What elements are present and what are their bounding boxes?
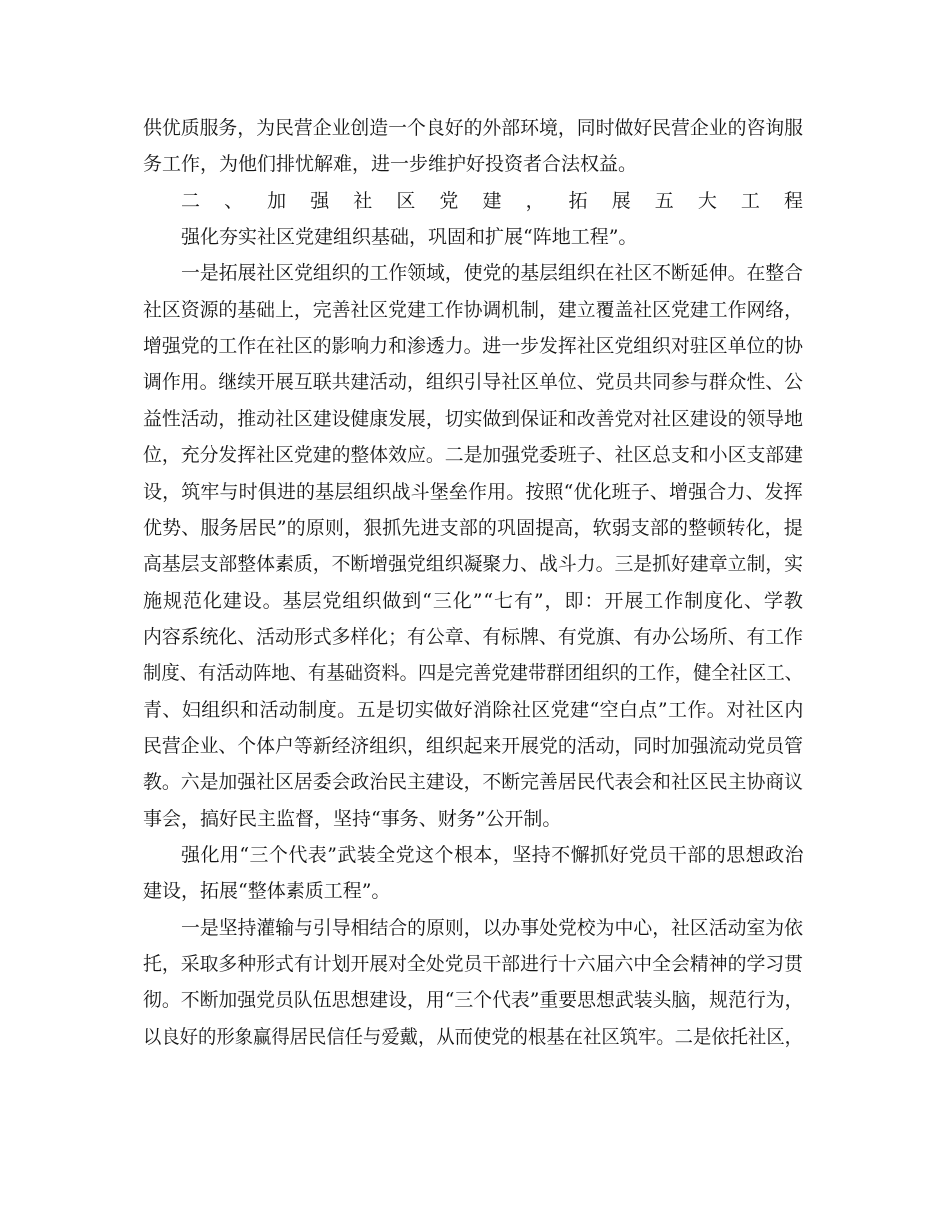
paragraph-first-line: 一是坚持灌输与引导相结合的原则，以办事处党校为中心，社区活动室为依 — [181, 916, 803, 939]
text-line: 建设，拓展“整体素质工程”。 — [143, 880, 391, 903]
text-line: 制度、有活动阵地、有基础资料。四是完善党建带群团组织的工作，健全社区工、 — [143, 662, 804, 685]
text-line: 青、妇组织和活动制度。五是切实做好消除社区党建“空白点”工作。对社区内 — [143, 698, 804, 721]
text-line: 高基层支部整体素质，不断增强党组织凝聚力、战斗力。三是抓好建章立制，实 — [143, 553, 804, 576]
text-line: 供优质服务，为民营企业创造一个良好的外部环境，同时做好民营企业的咨询服 — [143, 117, 804, 139]
text-line: 民营企业、个体户等新经济组织，组织起来开展党的活动，同时加强流动党员管 — [143, 734, 804, 757]
paragraph-first-line: 二、加强社区党建，拓展五大工程 — [181, 189, 828, 212]
text-line: 施规范化建设。基层党组织做到“三化”“七有”，即：开展工作制度化、学教 — [143, 589, 804, 612]
text-line: 社区资源的基础上，完善社区党建工作协调机制，建立覆盖社区党建工作网络， — [143, 298, 804, 321]
paragraph-first-line: 强化夯实社区党建组织基础，巩固和扩展“阵地工程”。 — [181, 226, 638, 249]
paragraph-first-line: 一是拓展社区党组织的工作领域，使党的基层组织在社区不断延伸。在整合 — [181, 262, 803, 285]
text-line: 事会，搞好民主监督，坚持“事务、财务”公开制。 — [143, 807, 562, 830]
text-line: 益性活动，推动社区建设健康发展，切实做到保证和改善党对社区建设的领导地 — [143, 407, 804, 430]
text-line: 以良好的形象赢得居民信任与爱戴，从而使党的根基在社区筑牢。二是依托社区， — [143, 1025, 804, 1048]
text-line: 内容系统化、活动形式多样化；有公章、有标牌、有党旗、有办公场所、有工作 — [143, 625, 804, 648]
text-line: 设，筑牢与时俱进的基层组织战斗堡垒作用。按照“优化班子、增强合力、发挥 — [143, 480, 803, 503]
text-line: 调作用。继续开展互联共建活动，组织引导社区单位、党员共同参与群众性、公 — [143, 371, 804, 394]
text-line: 务工作，为他们排忧解难，进一步维护好投资者合法权益。 — [143, 153, 638, 176]
text-line: 教。六是加强社区居委会政治民主建设，不断完善居民代表会和社区民主协商议 — [143, 771, 804, 794]
paragraph-first-line: 强化用“三个代表”武装全党这个根本，坚持不懈抓好党员干部的思想政治 — [181, 844, 804, 866]
text-line: 位，充分发挥社区党建的整体效应。二是加强党委班子、社区总支和小区支部建 — [143, 444, 804, 467]
text-line: 优势、服务居民”的原则，狠抓先进支部的巩固提高，软弱支部的整顿转化，提 — [143, 516, 803, 539]
text-line: 托，采取多种形式有计划开展对全处党员干部进行十六届六中全会精神的学习贯 — [143, 953, 804, 976]
text-line: 增强党的工作在社区的影响力和渗透力。进一步发挥社区党组织对驻区单位的协 — [143, 335, 804, 358]
text-line: 彻。不断加强党员队伍思想建设，用“三个代表”重要思想武装头脑，规范行为， — [143, 989, 804, 1012]
